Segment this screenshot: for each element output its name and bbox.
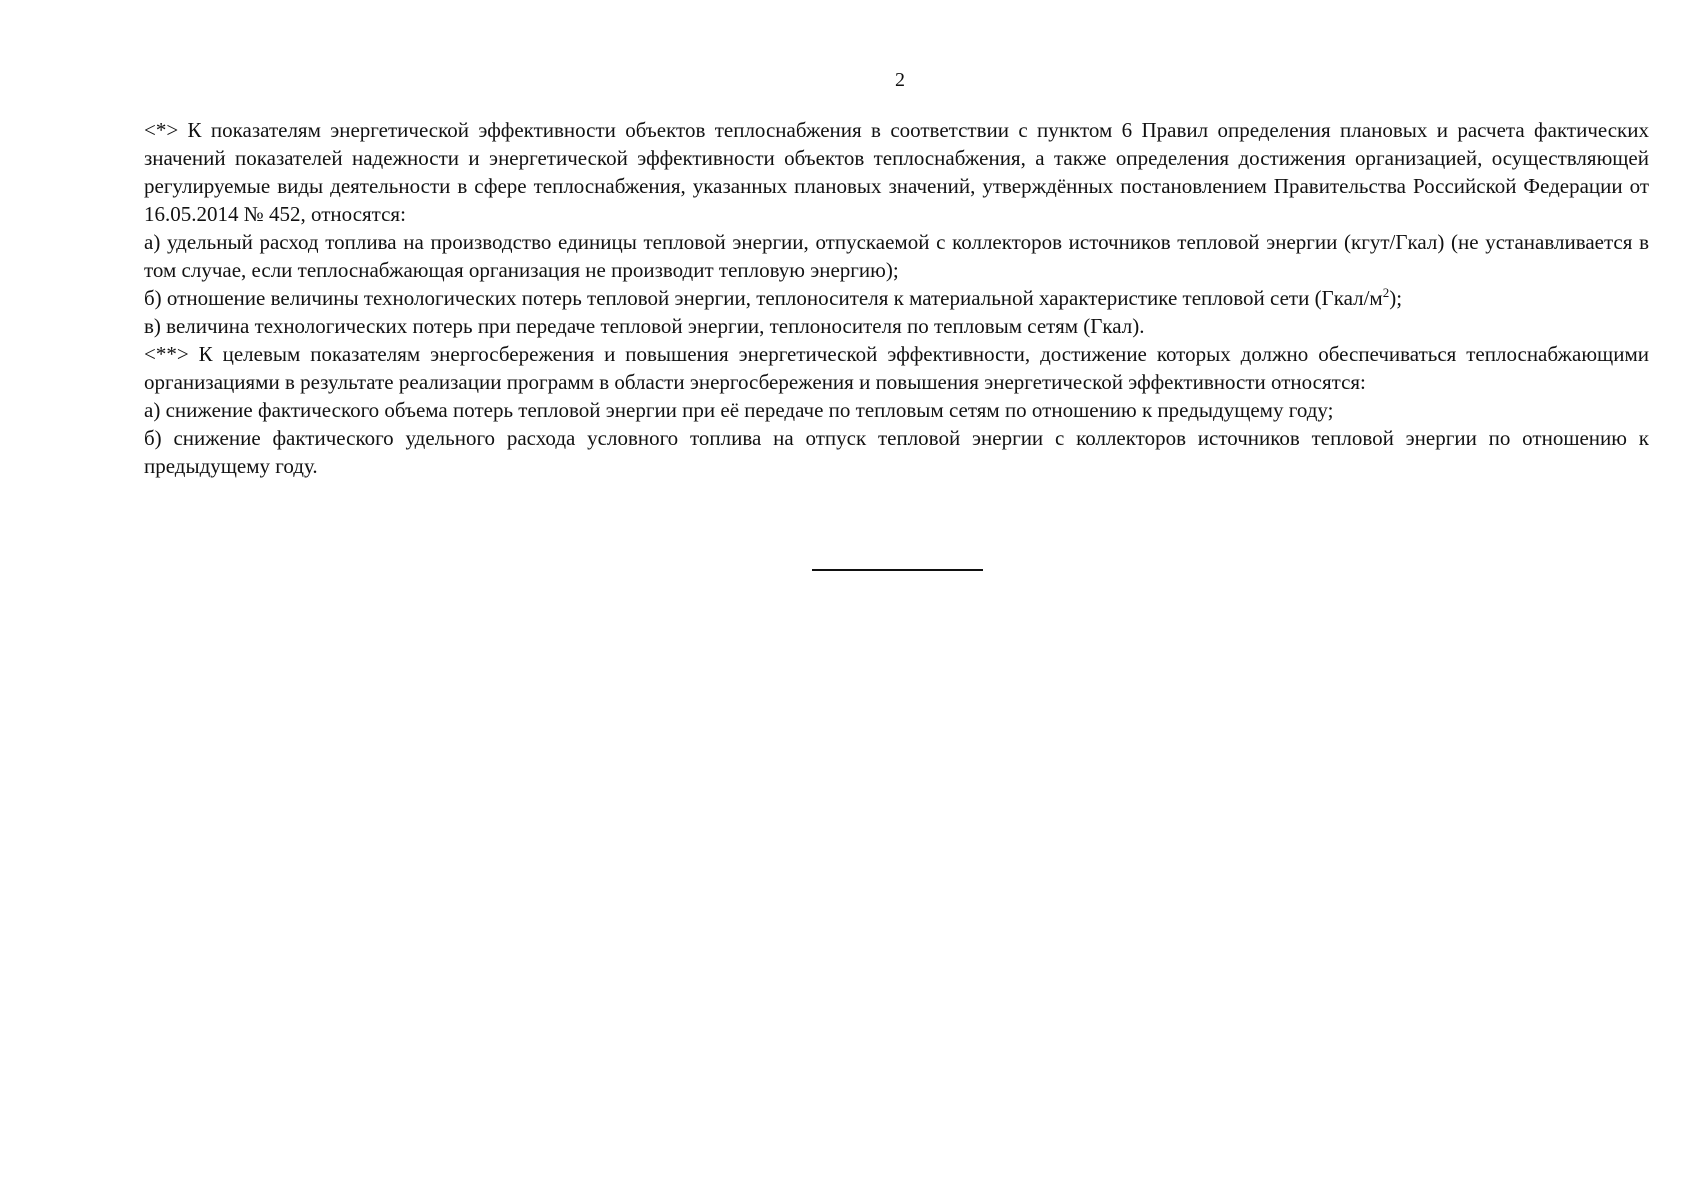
footnote-item-b-superscript: 2 [1382, 285, 1390, 300]
footnotes-block [144, 116, 1649, 480]
end-of-text-rule [812, 569, 983, 571]
footnote-energy-efficiency-intro: <*> К показателям энергетической эффективности объектов теплоснабжения в соответствии с пунктом 6 Правил определения плановых и расчета фактических значений показателей надежности и энергетической эффективности объектов теплоснабжения, а также определения достижения организацией, осуществляющей регулируемые виды деятельности в сфере теплоснабжения, указанных плановых значений, утверждённых постановлением Правительства Российской Федерации от 16.05.2014 № 452, относятся: [144, 118, 1649, 226]
footnote-item-b-text: б) отношение величины технологических потерь тепловой энергии, теплоносителя к материальной характеристике тепловой сети (Гкал/м [144, 286, 1383, 310]
footnote-target-indicators-intro: <**> К целевым показателям энергосбережения и повышения энергетической эффективности, достижение которых должно обеспечиваться теплоснабжающими организациями в результате реализации программ в области энергосбережения и повышения энергетической эффективности относятся: [144, 342, 1649, 394]
footnote-item-a-fuel-consumption: а) удельный расход топлива на производство единицы тепловой энергии, отпускаемой с коллекторов источников тепловой энергии (кгут/Гкал) (не устанавливается в том случае, если теплоснабжающая организация не производит тепловую энергию); [144, 230, 1649, 282]
footnote-item-b-tail: ); [1389, 286, 1403, 310]
footnote-target-item-a: а) снижение фактического объема потерь тепловой энергии при её передаче по тепловым сетям по отношению к предыдущему году; [144, 398, 1334, 422]
footnote-target-item-b: б) снижение фактического удельного расхода условного топлива на отпуск тепловой энергии с коллекторов источников тепловой энергии по отношению к предыдущему году. [144, 426, 1649, 478]
footnote-item-b-loss-ratio [144, 284, 1649, 312]
footnote-item-v-losses: в) величина технологических потерь при передаче тепловой энергии, теплоносителя по тепловым сетям (Гкал). [144, 314, 1145, 338]
page-number: 2 [895, 69, 905, 91]
